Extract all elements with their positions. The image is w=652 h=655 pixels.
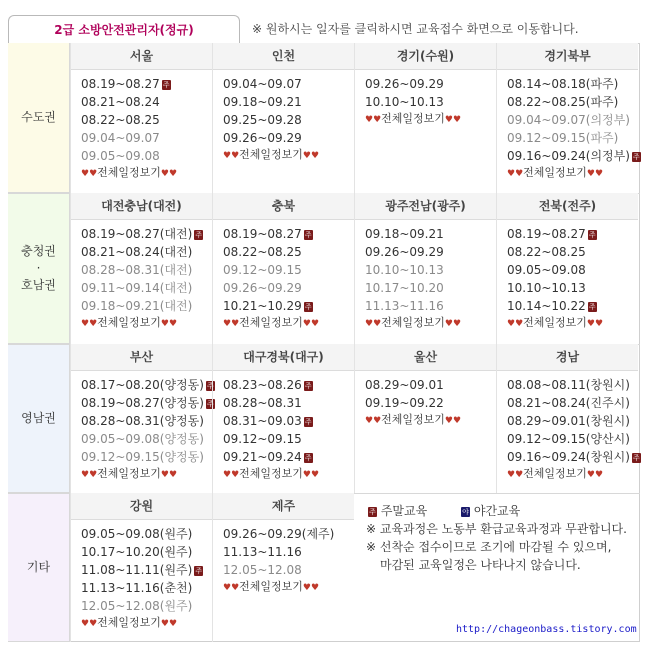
- heart-icon: ♥♥: [223, 151, 240, 161]
- schedule-date-link[interactable]: [81, 297, 212, 315]
- schedule-date-link[interactable]: [365, 394, 496, 412]
- weekend-badge-icon: 주: [588, 303, 596, 311]
- view-all-link[interactable]: [223, 579, 354, 595]
- schedule-date-link[interactable]: [223, 412, 354, 430]
- heart-icon: ♥♥: [81, 470, 98, 480]
- schedule-date-link[interactable]: [507, 243, 638, 261]
- schedule-date-text: 09.12~09.15: [223, 263, 302, 277]
- schedule-date-text: 08.19~08.27: [223, 227, 302, 241]
- weekend-badge-icon: 주: [304, 418, 312, 426]
- schedule-date-text: 09.16~09.24(창원시): [507, 450, 630, 464]
- weekend-badge-icon: 주: [207, 382, 214, 390]
- view-all-label: 전체일정보기: [97, 616, 161, 629]
- region-label: 수도권: [21, 110, 56, 124]
- site-url[interactable]: http://chageonbass.tistory.com: [456, 624, 637, 635]
- heart-icon: ♥♥: [507, 319, 524, 329]
- schedule-date-link[interactable]: [223, 261, 354, 279]
- schedule-date-text: 08.28~08.31(양정동): [81, 414, 204, 428]
- schedule-date-link[interactable]: [81, 561, 212, 579]
- schedule-date-link[interactable]: [81, 430, 212, 448]
- schedule-date-text: 08.22~08.25(파주): [507, 95, 619, 109]
- weekend-badge-icon: 주: [588, 231, 596, 239]
- schedule-date-text: 08.21~08.24: [81, 95, 160, 109]
- weekend-badge-icon: 주: [304, 303, 312, 311]
- schedule-date-link[interactable]: [223, 93, 354, 111]
- weekend-badge-icon: 주: [369, 508, 376, 516]
- view-all-label: 전체일정보기: [97, 166, 161, 179]
- heart-icon: ♥♥: [586, 470, 604, 480]
- view-all-link[interactable]: [81, 615, 212, 631]
- heart-icon: ♥♥: [160, 319, 178, 329]
- view-all-label: 전체일정보기: [239, 467, 303, 480]
- legend-weekend-label: 주말교육: [380, 504, 428, 518]
- legend-night-label: 야간교육: [473, 504, 521, 518]
- weekend-badge-icon: 주: [304, 454, 312, 462]
- schedule-date-text: 09.26~09.29(제주): [223, 527, 335, 541]
- schedule-date-text: 08.31~09.03: [223, 414, 302, 428]
- view-all-label: 전체일정보기: [239, 580, 303, 593]
- city-title: 부산: [71, 344, 212, 371]
- schedule-date-link[interactable]: [507, 261, 638, 279]
- city-column: [70, 493, 212, 642]
- city-column: [212, 43, 354, 193]
- weekend-badge-icon: 주: [633, 153, 640, 161]
- course-title-tab[interactable]: 2급 소방안전관리자(정규): [8, 15, 240, 44]
- view-all-link[interactable]: [81, 165, 212, 181]
- schedule-date-link[interactable]: [223, 129, 354, 147]
- schedule-date-link[interactable]: [223, 75, 354, 93]
- schedule-date-text: 08.21~08.24(대전): [81, 245, 193, 259]
- schedule-date-text: 08.29~09.01: [365, 378, 444, 392]
- heart-icon: ♥♥: [365, 115, 382, 125]
- region-cell: [8, 43, 70, 193]
- schedule-date-link[interactable]: [223, 430, 354, 448]
- legend: [366, 502, 548, 519]
- city-title: 인천: [213, 43, 354, 70]
- city-title: 경남: [497, 344, 638, 371]
- schedule-date-text: 09.12~09.15(양정동): [81, 450, 204, 464]
- schedule-date-text: 10.17~10.20(원주): [81, 545, 193, 559]
- schedule-date-link[interactable]: [507, 412, 638, 430]
- city-title: 광주전남(광주): [355, 193, 496, 220]
- schedule-date-link[interactable]: [507, 394, 638, 412]
- schedule-date-link[interactable]: [81, 279, 212, 297]
- schedule-list: [355, 371, 496, 428]
- schedule-date-link[interactable]: [223, 297, 354, 315]
- schedule-date-text: 11.13~11.16(춘천): [81, 581, 193, 595]
- city-title: 제주: [213, 493, 354, 520]
- schedule-date-text: 09.26~09.29: [223, 131, 302, 145]
- schedule-date-link[interactable]: [81, 93, 212, 111]
- city-title: 경기북부: [497, 43, 638, 70]
- note-line: ※ 선착순 접수이므로 조기에 마감될 수 있으며,: [366, 540, 612, 554]
- schedule-date-link[interactable]: [223, 111, 354, 129]
- schedule-list: [497, 220, 638, 331]
- schedule-date-text: 10.10~10.13: [507, 281, 586, 295]
- schedule-date-link[interactable]: [365, 376, 496, 394]
- weekend-badge-icon: 주: [207, 400, 214, 408]
- schedule-list: [213, 70, 354, 163]
- note-line: 마감된 교육일정은 나타나지 않습니다.: [380, 558, 581, 572]
- schedule-date-link[interactable]: [507, 129, 638, 147]
- city-title: 강원: [71, 493, 212, 520]
- schedule-date-text: 10.14~10.22: [507, 299, 586, 313]
- city-column: [70, 344, 212, 493]
- schedule-date-text: 08.28~08.31(대전): [81, 263, 193, 277]
- view-all-link[interactable]: [507, 165, 638, 181]
- city-title: 전북(전주): [497, 193, 638, 220]
- heart-icon: ♥♥: [444, 115, 462, 125]
- view-all-link[interactable]: [223, 466, 354, 482]
- schedule-date-text: 10.10~10.13: [365, 95, 444, 109]
- schedule-date-text: 09.12~09.15(파주): [507, 131, 619, 145]
- schedule-date-link[interactable]: [81, 225, 212, 243]
- view-all-link[interactable]: [223, 315, 354, 331]
- schedule-date-link[interactable]: [507, 75, 638, 93]
- weekend-badge-icon: 주: [304, 231, 312, 239]
- schedule-date-link[interactable]: [507, 225, 638, 243]
- schedule-date-text: 09.04~09.07: [223, 77, 302, 91]
- heart-icon: ♥♥: [223, 319, 240, 329]
- schedule-date-link[interactable]: [365, 93, 496, 111]
- heart-icon: ♥♥: [160, 619, 178, 629]
- view-all-link[interactable]: [223, 147, 354, 163]
- schedule-list: [497, 70, 638, 181]
- schedule-date-link[interactable]: [81, 75, 212, 93]
- heart-icon: ♥♥: [81, 619, 98, 629]
- schedule-date-text: 08.17~08.20(양정동): [81, 378, 204, 392]
- heart-icon: ♥♥: [365, 416, 382, 426]
- schedule-date-text: 09.12~09.15(양산시): [507, 432, 630, 446]
- schedule-date-link[interactable]: [223, 543, 354, 561]
- view-all-label: 전체일정보기: [239, 148, 303, 161]
- schedule-date-link[interactable]: [81, 579, 212, 597]
- region-cell: [8, 344, 70, 493]
- region-label: 충청권 · 호남권: [21, 243, 56, 292]
- schedule-date-link[interactable]: [365, 261, 496, 279]
- view-all-link[interactable]: [365, 111, 496, 127]
- weekend-badge-icon: 주: [195, 231, 203, 239]
- city-title: 경기(수원): [355, 43, 496, 70]
- schedule-date-link[interactable]: [507, 430, 638, 448]
- schedule-date-text: 09.26~09.29: [365, 245, 444, 259]
- click-notice: ※ 원하시는 일자를 클릭하시면 교육접수 화면으로 이동합니다.: [252, 22, 579, 36]
- view-all-label: 전체일정보기: [523, 316, 587, 329]
- schedule-date-link[interactable]: [81, 111, 212, 129]
- schedule-date-link[interactable]: [365, 75, 496, 93]
- view-all-link[interactable]: [507, 466, 638, 482]
- schedule-date-link[interactable]: [81, 543, 212, 561]
- schedule-date-text: 09.26~09.29: [365, 77, 444, 91]
- schedule-date-text: 09.05~09.08: [507, 263, 586, 277]
- schedule-date-text: 09.05~09.08(원주): [81, 527, 193, 541]
- view-all-label: 전체일정보기: [523, 166, 587, 179]
- city-column: [212, 493, 354, 642]
- heart-icon: ♥♥: [81, 319, 98, 329]
- schedule-date-text: 09.25~09.28: [223, 113, 302, 127]
- schedule-date-text: 08.08~08.11(창원시): [507, 378, 630, 392]
- schedule-date-text: 09.12~09.15: [223, 432, 302, 446]
- schedule-date-text: 09.18~09.21: [365, 227, 444, 241]
- schedule-date-text: 08.14~08.18(파주): [507, 77, 619, 91]
- city-column: [70, 193, 212, 344]
- city-column: [212, 193, 354, 344]
- schedule-date-text: 09.05~09.08(양정동): [81, 432, 204, 446]
- schedule-date-text: 09.18~09.21(대전): [81, 299, 193, 313]
- schedule-date-text: 11.08~11.11(원주): [81, 563, 193, 577]
- weekend-badge-icon: 주: [633, 454, 640, 462]
- view-all-link[interactable]: [365, 315, 496, 331]
- schedule-date-text: 08.19~08.27(양정동): [81, 396, 204, 410]
- heart-icon: ♥♥: [444, 319, 462, 329]
- view-all-link[interactable]: [507, 315, 638, 331]
- schedule-date-link[interactable]: [365, 225, 496, 243]
- schedule-date-text: 09.04~09.07(의정부): [507, 113, 630, 127]
- view-all-label: 전체일정보기: [97, 467, 161, 480]
- schedule-date-link[interactable]: [507, 111, 638, 129]
- schedule-date-text: 09.26~09.29: [223, 281, 302, 295]
- schedule-date-text: 08.19~08.27: [81, 77, 160, 91]
- schedule-date-text: 08.22~08.25: [81, 113, 160, 127]
- legend-weekend: [366, 502, 427, 519]
- note-line: ※ 교육과정은 노동부 환급교육과정과 무관합니다.: [366, 522, 627, 536]
- city-title: 대전충남(대전): [71, 193, 212, 220]
- schedule-date-link[interactable]: [81, 147, 212, 165]
- schedule-date-text: 09.18~09.21: [223, 95, 302, 109]
- view-all-label: 전체일정보기: [381, 112, 445, 125]
- view-all-label: 전체일정보기: [523, 467, 587, 480]
- schedule-list: [355, 70, 496, 127]
- schedule-date-text: 08.19~08.27(대전): [81, 227, 193, 241]
- schedule-date-link[interactable]: [223, 394, 354, 412]
- schedule-date-link[interactable]: [223, 448, 354, 466]
- schedule-date-text: 08.23~08.26: [223, 378, 302, 392]
- schedule-date-link[interactable]: [81, 129, 212, 147]
- region-label: 기타: [26, 559, 51, 574]
- schedule-date-text: 08.22~08.25: [223, 245, 302, 259]
- schedule-date-link[interactable]: [365, 297, 496, 315]
- region-cell: [8, 493, 70, 642]
- view-all-link[interactable]: [81, 466, 212, 482]
- schedule-list: [213, 371, 354, 482]
- schedule-date-link[interactable]: [81, 412, 212, 430]
- schedule-date-link[interactable]: [81, 394, 212, 412]
- city-column: [496, 193, 638, 344]
- heart-icon: ♥♥: [586, 319, 604, 329]
- schedule-date-link[interactable]: [507, 147, 638, 165]
- heart-icon: ♥♥: [223, 583, 240, 593]
- schedule-date-link[interactable]: [81, 597, 212, 615]
- schedule-date-link[interactable]: [223, 225, 354, 243]
- night-badge-icon: 야: [462, 508, 469, 516]
- schedule-date-link[interactable]: [223, 243, 354, 261]
- schedule-date-text: 08.22~08.25: [507, 245, 586, 259]
- schedule-date-link[interactable]: [223, 561, 354, 579]
- schedule-date-text: 12.05~12.08: [223, 563, 302, 577]
- schedule-date-link[interactable]: [365, 243, 496, 261]
- heart-icon: ♥♥: [507, 169, 524, 179]
- heart-icon: ♥♥: [160, 169, 178, 179]
- schedule-list: [71, 371, 212, 482]
- schedule-date-text: 09.16~09.24(의정부): [507, 149, 630, 163]
- heart-icon: ♥♥: [302, 470, 320, 480]
- schedule-date-link[interactable]: [81, 243, 212, 261]
- schedule-date-text: 11.13~11.16: [223, 545, 302, 559]
- heart-icon: ♥♥: [302, 583, 320, 593]
- schedule-date-text: 08.29~09.01(창원시): [507, 414, 630, 428]
- notes: [366, 520, 627, 574]
- heart-icon: ♥♥: [586, 169, 604, 179]
- weekend-badge-icon: 주: [162, 81, 170, 89]
- view-all-label: 전체일정보기: [239, 316, 303, 329]
- city-column: [354, 193, 496, 344]
- region-label: 영남권: [21, 410, 56, 425]
- heart-icon: ♥♥: [444, 416, 462, 426]
- legend-night: [459, 502, 520, 519]
- city-column: [70, 43, 212, 193]
- schedule-date-text: 10.10~10.13: [365, 263, 444, 277]
- schedule-date-link[interactable]: [507, 279, 638, 297]
- heart-icon: ♥♥: [302, 319, 320, 329]
- schedule-date-text: 09.21~09.24: [223, 450, 302, 464]
- heart-icon: ♥♥: [302, 151, 320, 161]
- view-all-link[interactable]: [81, 315, 212, 331]
- schedule-list: [355, 220, 496, 331]
- region-cell: [8, 193, 70, 344]
- schedule-list: [497, 371, 638, 482]
- view-all-label: 전체일정보기: [381, 413, 445, 426]
- schedule-date-text: 10.17~10.20: [365, 281, 444, 295]
- schedule-date-text: 08.28~08.31: [223, 396, 302, 410]
- schedule-date-link[interactable]: [223, 525, 354, 543]
- schedule-date-link[interactable]: [223, 376, 354, 394]
- schedule-list: [71, 520, 212, 631]
- weekend-badge-icon: 주: [195, 567, 203, 575]
- schedule-date-link[interactable]: [507, 376, 638, 394]
- schedule-date-text: 11.13~11.16: [365, 299, 444, 313]
- schedule-list: [71, 70, 212, 181]
- view-all-label: 전체일정보기: [381, 316, 445, 329]
- schedule-date-link[interactable]: [507, 297, 638, 315]
- schedule-date-link[interactable]: [507, 93, 638, 111]
- schedule-date-text: 08.19~08.27: [507, 227, 586, 241]
- schedule-date-link[interactable]: [507, 448, 638, 466]
- schedule-date-text: 09.05~09.08: [81, 149, 160, 163]
- schedule-date-link[interactable]: [81, 448, 212, 466]
- city-column: [354, 43, 496, 193]
- schedule-date-text: 10.21~10.29: [223, 299, 302, 313]
- weekend-badge-icon: 주: [304, 382, 312, 390]
- city-column: [354, 344, 496, 493]
- view-all-link[interactable]: [365, 412, 496, 428]
- city-title: 충북: [213, 193, 354, 220]
- schedule-date-link[interactable]: [365, 279, 496, 297]
- heart-icon: ♥♥: [81, 169, 98, 179]
- schedule-list: [213, 220, 354, 331]
- city-title: 서울: [71, 43, 212, 70]
- schedule-date-text: 09.11~09.14(대전): [81, 281, 193, 295]
- schedule-date-text: 08.21~08.24(진주시): [507, 396, 630, 410]
- schedule-date-link[interactable]: [81, 261, 212, 279]
- city-column: [496, 344, 638, 493]
- schedule-date-text: 09.19~09.22: [365, 396, 444, 410]
- schedule-date-link[interactable]: [81, 376, 212, 394]
- schedule-list: [71, 220, 212, 331]
- schedule-date-text: 09.04~09.07: [81, 131, 160, 145]
- city-title: 울산: [355, 344, 496, 371]
- schedule-list: [213, 520, 354, 595]
- city-column: [496, 43, 638, 193]
- city-title: 대구경북(대구): [213, 344, 354, 371]
- heart-icon: ♥♥: [160, 470, 178, 480]
- view-all-label: 전체일정보기: [97, 316, 161, 329]
- heart-icon: ♥♥: [507, 470, 524, 480]
- schedule-date-link[interactable]: [81, 525, 212, 543]
- schedule-date-link[interactable]: [223, 279, 354, 297]
- schedule-date-text: 12.05~12.08(원주): [81, 599, 193, 613]
- heart-icon: ♥♥: [365, 319, 382, 329]
- city-column: [212, 344, 354, 493]
- heart-icon: ♥♥: [223, 470, 240, 480]
